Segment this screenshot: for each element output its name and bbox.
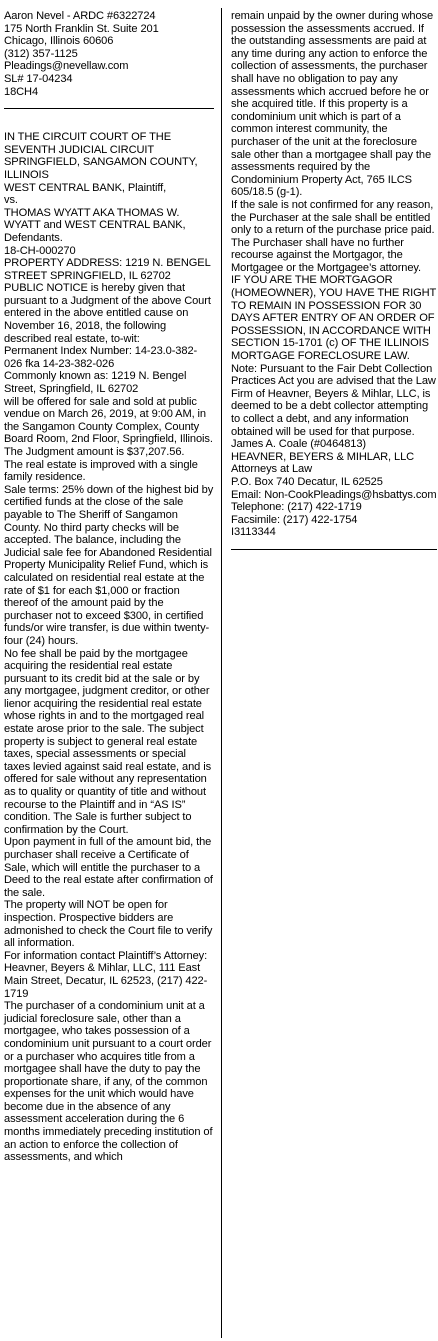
sale-info: will be offered for sale and sold at public vendue on March 26, 2019, at 9:00 AM, in the Sangamon County Complex, County Board Room, 2nd Floor, Springfield, Illinois. — [4, 395, 213, 446]
homeowner-notice: IF YOU ARE THE MORTGAGOR (HOMEOWNER), YOU HAVE THE RIGHT TO REMAIN IN POSSESSION FOR 30 DAYS AFTER ENTRY OF AN ORDER OF POSSESSION, IN ACCORDANCE WITH SECTION 15-1701 (c) OF THE ILLINOIS MORTGAGE FORECLOSURE LAW. — [231, 274, 437, 363]
permanent-index-number: Permanent Index Number: 14-23.0-382-026 fka 14-23-382-026 — [4, 345, 198, 370]
attorney-header: Aaron Nevel - ARDC #6322724 175 North Franklin St. Suite 201 Chicago, Illinois 60606 (312) 357-1125 Pleadings@nevellaw.com SL# 17-04234 18CH4 — [4, 10, 159, 98]
condominium-paragraph: The purchaser of a condominium unit at a judicial foreclosure sale, other than a mortgagee, who takes possession of a condominium unit pursuant to a court order or a purchaser who acquires title from a mortgagee shall have the duty to pay the proportionate share, if any, of the common expenses for the unit which would have become due in the absence of any assessment acceleration during the 6 months immediately preceding institution of an action to enforce the collection of assessments, and which — [4, 1000, 213, 1164]
defendants: THOMAS WYATT AKA THOMAS W. WYATT and WEST CENTRAL BANK, Defendants. — [4, 206, 186, 244]
judgment-amount: The Judgment amount is $37,207.56. — [4, 446, 185, 458]
right-column — [231, 10, 437, 550]
sale-terms: Sale terms: 25% down of the highest bid by certified funds at the close of the sale payable to The Sheriff of Sangamon County. No third party checks will be accepted. The balance, including the Judicial sale fee for Abandoned Residential Property Municipality Relief Fund, which is calculated on residential real estate at the rate of $1 for each $1,000 or fraction thereof of the amount paid by the purchaser not to exceed $300, in certified funds/or wire transfer, is due within twenty-four (24) hours. — [4, 483, 214, 647]
contact-info: For information contact Plaintiff’s Attorney: Heavner, Beyers & Mihlar, LLC, 111 East Main Street, Decatur, IL 62523, (217) 422-1719 — [4, 949, 208, 1000]
no-fee-paragraph: No fee shall be paid by the mortgagee acquiring the residential real estate pursuant to its credit bid at the sale or by any mortgagee, judgment creditor, or other lienor acquiring the residential real estate whose rights in and to the mortgaged real estate arose prior to the sale. The subject property is subject to general real estate taxes, special assessments or special taxes levied against said real estate, and is offered for sale without any representation as to quality or quantity of title and without recourse to the Plaintiff and in “AS IS” condition. The Sale is further subject to confirmation by the Court. — [4, 647, 212, 836]
end-divider — [231, 549, 437, 550]
left-column — [4, 10, 214, 1164]
property-address: PROPERTY ADDRESS: 1219 N. BENGEL STREET SPRINGFIELD, IL 62702 — [4, 257, 211, 282]
upon-payment: Upon payment in full of the amount bid, the purchaser shall receive a Certificate of Sale, which will entitle the purchaser to a Deed to the real estate after confirmation of the sale. — [4, 836, 213, 899]
attorney-signature: James A. Coale (#0464813) HEAVNER, BEYERS & MIHLAR, LLC Attorneys at Law P.O. Box 740 Decatur, IL 62525 Email: Non-CookPleadings@hsbattys.com Telephone: (217) 422-1719 Facsimile: (217) 422-1754 I3113344 — [231, 438, 437, 539]
sale-not-confirmed: If the sale is not confirmed for any reason, the Purchaser at the sale shall be entitled only to a return of the purchase price paid. The Purchaser shall have no further recourse against the Mortgagor, the Mortgagee or the Mortgagee’s attorney. — [231, 198, 435, 274]
case-number: 18-CH-000270 — [4, 244, 76, 257]
public-notice: PUBLIC NOTICE is hereby given that pursuant to a Judgment of the above Court entered in the above entitled cause on November 16, 2018, the following described real estate, to-wit: — [4, 282, 211, 345]
condominium-continued: remain unpaid by the owner during whose possession the assessments accrued. If the outstanding assessments are paid at any time during any action to enforce the collection of assessments, the purchaser shall have no obligation to pay any assessments which accrued before he or she acquired title. If this property is a condominium unit which is part of a common interest community, the purchaser of the unit at the foreclosure sale other than a mortgagee shall pay the assessments required by the Condominium Property Act, 765 ILCS 605/18.5 (g-1). — [231, 10, 434, 199]
inspection-notice: The property will NOT be open for inspection. Prospective bidders are admonished to check the Court file to verify all information. — [4, 899, 213, 950]
column-divider — [221, 8, 222, 1338]
versus: vs. — [4, 194, 18, 207]
commonly-known-as: Commonly known as: 1219 N. Bengel Street, Springfield, IL 62702 — [4, 370, 187, 396]
plaintiff: WEST CENTRAL BANK, Plaintiff, — [4, 181, 167, 194]
improvement: The real estate is improved with a single family residence. — [4, 458, 198, 484]
fdcpa-note: Note: Pursuant to the Fair Debt Collection Practices Act you are advised that the Law Firm of Heavner, Beyers & Mihlar, LLC, is deemed to be a debt collector attempting to collect a debt, and any information obtained will be used for that purpose. — [231, 362, 436, 438]
court-caption: IN THE CIRCUIT COURT OF THE SEVENTH JUDICIAL CIRCUIT SPRINGFIELD, SANGAMON COUNTY, ILLINOIS — [4, 131, 198, 181]
